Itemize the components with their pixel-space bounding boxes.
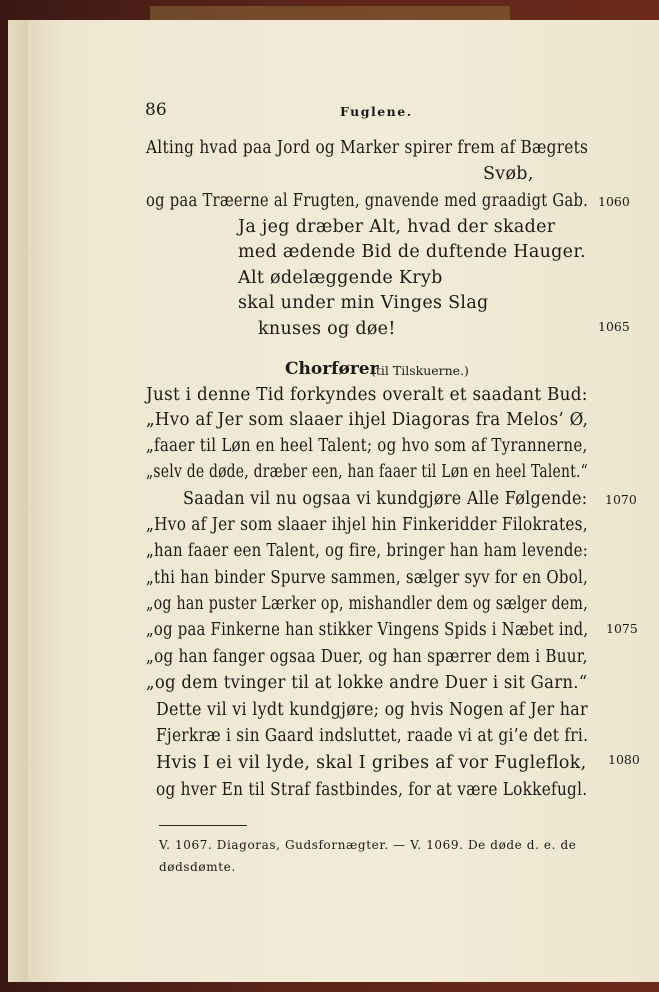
speaker-name: Chorfører (285, 359, 379, 379)
footnote-rule (159, 825, 247, 826)
page-number: 86 (145, 100, 167, 120)
verse-line-9: „Hvo af Jer som slaaer ihjel Diagoras fra Melos’ Ø, (146, 410, 589, 430)
verse-line-23: og hver En til Straf fastbindes, for at være Lokkefugl. (156, 780, 588, 800)
line-number-1075: 1075 (606, 621, 638, 636)
verse-line-5: Alt ødelæggende Kryb (238, 268, 443, 288)
verse-line-13: „Hvo af Jer som slaaer ihjel hin Finkeridder Filokrates, (146, 515, 588, 535)
verse-line-12: Saadan vil nu ogsaa vi kundgjøre Alle Følgende: (183, 489, 588, 509)
verse-line-20: Dette vil vi lydt kundgjøre; og hvis Nogen af Jer har (156, 700, 588, 720)
verse-line-1-cont: Svøb, (483, 164, 534, 184)
verse-line-3: Ja jeg dræber Alt, hvad der skader (238, 217, 556, 237)
line-number-1070: 1070 (605, 492, 637, 507)
verse-line-7: knuses og døe! (258, 319, 396, 339)
line-number-1060: 1060 (598, 194, 630, 209)
verse-line-18: „og han fanger ogsaa Duer, og han spærrer dem i Buur, (146, 647, 588, 667)
footnote-line-2: dødsdømte. (159, 860, 236, 874)
verse-line-11: „selv de døde, dræber een, han faaer til Løn en heel Talent.“ (146, 462, 589, 482)
verse-line-2: og paa Træerne al Frugten, gnavende med graadigt Gab. (146, 191, 589, 211)
verse-line-21: Fjerkræ i sin Gaard indsluttet, raade vi at gi’e det fri. (156, 726, 589, 746)
verse-line-15: „thi han binder Spurve sammen, sælger syv for en Obol, (146, 568, 589, 588)
verse-line-10: „faaer til Løn en heel Talent; og hvo som af Tyrannerne, (146, 436, 588, 456)
verse-line-4: med ædende Bid de duftende Hauger. (238, 242, 586, 262)
running-head: Fuglene. (340, 104, 413, 119)
line-number-1080: 1080 (608, 752, 640, 767)
verse-line-8: Just i denne Tid forkyndes overalt et saadant Bud: (146, 385, 588, 405)
stage-direction: (til Tilskuerne.) (371, 363, 469, 378)
footnote-line-1: V. 1067. Diagoras, Gudsfornægter. — V. 1069. De døde d. e. de (159, 838, 577, 852)
verse-line-19: „og dem tvinger til at lokke andre Duer i sit Garn.“ (146, 673, 588, 693)
verse-line-1: Alting hvad paa Jord og Marker spirer frem af Bægrets (146, 138, 589, 158)
verse-line-17: „og paa Finkerne han stikker Vingens Spids i Næbet ind, (146, 620, 589, 640)
line-number-1065: 1065 (598, 319, 630, 334)
verse-line-6: skal under min Vinges Slag (238, 293, 489, 313)
verse-line-16: „og han puster Lærker op, mishandler dem og sælger dem, (146, 594, 588, 614)
verse-line-14: „han faaer een Talent, og fire, bringer han ham levende: (146, 541, 589, 561)
verse-line-22: Hvis I ei vil lyde, skal I gribes af vor Fugleflok, (156, 753, 587, 773)
book-page (28, 20, 659, 982)
